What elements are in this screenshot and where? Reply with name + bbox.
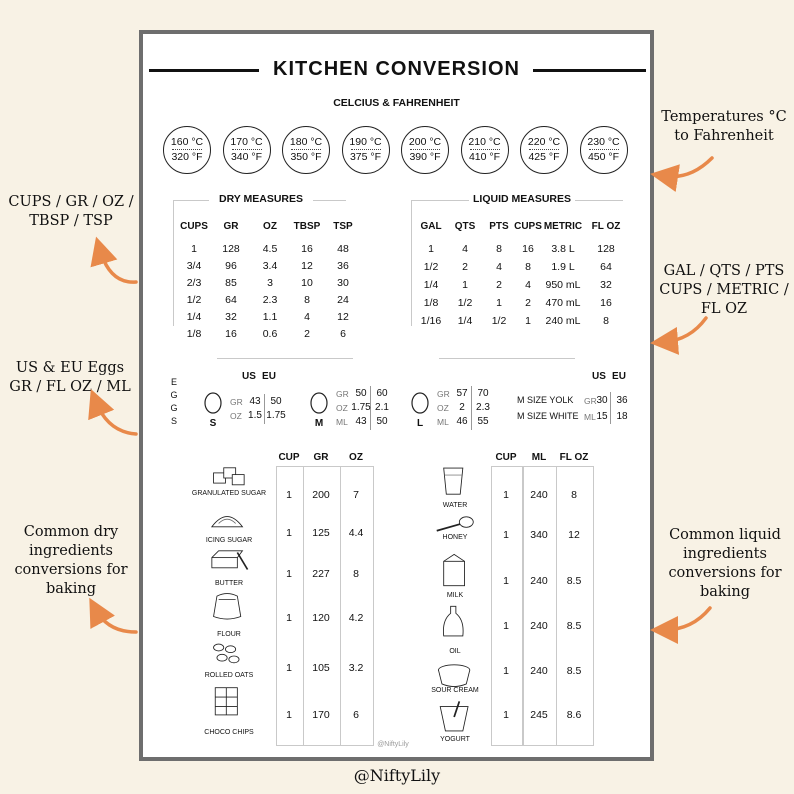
table-header: CUPS (180, 221, 208, 232)
dry-ing-header: GR (313, 452, 329, 463)
table-cell: 2/3 (186, 277, 202, 289)
table-cell: 1/4 (457, 315, 473, 327)
table-cell: 4 (525, 279, 531, 291)
egg-us-value: 1.75 (351, 402, 371, 413)
egg-us-value: 1.5 (248, 410, 262, 421)
table-cell: 128 (222, 243, 240, 255)
table-cell: 12 (337, 311, 349, 323)
table-cell: 4 (304, 311, 310, 323)
fahrenheit-value: 340 °F (230, 151, 263, 163)
table-cell: 2.3 (262, 294, 278, 306)
table-cell: 16 (225, 328, 237, 340)
poster-title: KITCHEN CONVERSION (273, 58, 520, 80)
liq-ing-ml: 240 (530, 575, 548, 587)
table-cell: 2 (462, 261, 468, 273)
egg-eu-value: 70 (477, 388, 489, 399)
celsius-value: 190 °C (349, 136, 382, 148)
table-cell: 128 (597, 243, 615, 255)
table-cell: 24 (337, 294, 349, 306)
dry-ing-oz: 6 (353, 709, 359, 721)
table-header: FL OZ (591, 221, 621, 232)
fahrenheit-value: 350 °F (290, 151, 322, 163)
table-cell: 8 (496, 243, 502, 255)
dry-ing-gr: 227 (312, 568, 330, 580)
dry-ing-gr: 170 (312, 709, 330, 721)
liq-ing-ml: 245 (530, 709, 548, 721)
egg-size-label: S (209, 418, 217, 429)
table-cell: 8 (304, 294, 310, 306)
table-cell: 3.8 L (551, 243, 575, 255)
egg-unit: OZ (437, 403, 449, 413)
credit-handle: @NiftyLily (353, 766, 441, 785)
egg-us-value: 2 (459, 402, 465, 413)
table-cell: 85 (225, 277, 237, 289)
table-cell: 4.5 (262, 243, 278, 255)
egg-eu-value: 2.3 (476, 402, 490, 413)
table-cell: 2 (304, 328, 310, 340)
liquid-ingredient-name: YOGURT (440, 736, 470, 743)
table-cell: 32 (600, 279, 612, 291)
egg-us-value: 43 (249, 396, 261, 407)
table-cell: 1 (462, 279, 468, 291)
egg-unit: OZ (230, 411, 242, 421)
eggs-eu-header: EU (612, 371, 626, 382)
watermark: @NiftyLily (377, 741, 409, 748)
liq-ing-floz: 8 (571, 489, 577, 501)
liq-ing-cup: 1 (503, 709, 509, 721)
dry-ing-gr: 120 (312, 612, 330, 624)
table-cell: 1.9 L (551, 261, 575, 273)
arrow-liquid-units (664, 318, 706, 342)
egg-us-value: 46 (456, 416, 468, 427)
table-cell: 1/4 (423, 279, 439, 291)
table-cell: 8 (525, 261, 531, 273)
yolk-unit: GR (584, 396, 597, 406)
celsius-value: 200 °C (408, 136, 442, 148)
table-cell: 1 (525, 315, 531, 327)
table-cell: 1 (496, 297, 502, 309)
note-eggs: US & EU Eggs GR / FL OZ / ML (9, 360, 131, 395)
eggs-side-letter: G (170, 403, 178, 413)
table-cell: 3 (267, 277, 273, 289)
dry-ing-cup: 1 (286, 662, 292, 674)
temperature-heading: CELCIUS & FAHRENHEIT (333, 97, 460, 109)
liq-ing-ml: 240 (530, 489, 548, 501)
eggs-side-letter: G (170, 390, 178, 400)
dry-ing-gr: 200 (312, 489, 330, 501)
table-cell: 12 (301, 260, 313, 272)
table-cell: 48 (337, 243, 349, 255)
table-cell: 1 (191, 243, 197, 255)
dry-ing-cup: 1 (286, 709, 292, 721)
table-cell: 950 mL (545, 279, 581, 291)
dry-ing-cup: 1 (286, 612, 292, 624)
table-cell: 3.4 (262, 260, 278, 272)
egg-unit: GR (437, 389, 450, 399)
note-temperatures: Temperatures °C to Fahrenheit (661, 109, 787, 144)
table-cell: 96 (225, 260, 237, 272)
table-cell: 64 (225, 294, 237, 306)
dry-ing-oz: 3.2 (348, 662, 364, 674)
egg-us-value: 43 (355, 416, 367, 427)
egg-us-value: 50 (355, 388, 367, 399)
egg-unit: GR (230, 397, 243, 407)
celsius-value: 170 °C (230, 136, 263, 148)
liq-ing-cup: 1 (503, 489, 509, 501)
liquid-ingredient-name: OIL (449, 648, 461, 655)
dry-ingredient-name: BUTTER (215, 580, 243, 587)
note-dry-units: CUPS / GR / OZ / TBSP / TSP (8, 194, 134, 229)
table-cell: 6 (340, 328, 346, 340)
yolk-us: 30 (596, 395, 608, 406)
egg-eu-value: 50 (376, 416, 388, 427)
table-cell: 1.1 (262, 311, 278, 323)
yolk-eu: 36 (616, 395, 628, 406)
table-cell: 4 (462, 243, 468, 255)
note-dry-ingredients: Common dry ingredients conversions for baking (14, 524, 128, 597)
table-cell: 2 (496, 279, 502, 291)
table-header: QTS (454, 221, 476, 232)
table-cell: 1/2 (491, 315, 507, 327)
celsius-value: 220 °C (527, 136, 561, 148)
table-cell: 32 (225, 311, 237, 323)
fahrenheit-value: 390 °F (409, 151, 441, 163)
liquid-ingredient-name: SOUR CREAM (431, 687, 479, 694)
table-cell: 1/16 (420, 315, 442, 327)
table-cell: 10 (301, 277, 313, 289)
white-label: M SIZE WHITE (517, 411, 579, 421)
dry-ingredient-name: CHOCO CHIPS (204, 729, 254, 736)
table-cell: 1/4 (186, 311, 202, 323)
liq-ing-cup: 1 (503, 665, 509, 677)
arrow-liquid-ingredients (664, 608, 710, 630)
dry-ing-cup: 1 (286, 568, 292, 580)
white-eu: 18 (616, 411, 628, 422)
arrow-dry-units (100, 250, 136, 282)
dry-ing-oz: 7 (353, 489, 359, 501)
table-cell: 8 (603, 315, 609, 327)
dry-ing-header: OZ (349, 452, 363, 463)
egg-unit: GR (336, 389, 349, 399)
note-liquid-ingredients: Common liquid ingredients conversions for baking (668, 527, 782, 600)
arrow-eggs (96, 402, 136, 434)
table-header: TBSP (293, 221, 321, 232)
celsius-value: 160 °C (170, 136, 204, 148)
dry-ing-oz: 4.2 (348, 612, 364, 624)
egg-us-value: 57 (456, 388, 468, 399)
dry-ing-header: CUP (278, 452, 300, 463)
fahrenheit-value: 375 °F (349, 151, 382, 163)
liq-ing-floz: 8.5 (566, 620, 582, 632)
table-header: OZ (263, 221, 277, 232)
table-cell: 240 mL (545, 315, 581, 327)
fahrenheit-value: 425 °F (528, 151, 560, 163)
liq-ing-ml: 240 (530, 620, 548, 632)
liquid-ingredient-name: MILK (446, 592, 464, 599)
table-cell: 470 mL (545, 297, 581, 309)
liq-ing-floz: 12 (568, 529, 580, 541)
dry-ingredient-name: FLOUR (217, 631, 241, 638)
liq-ing-header: CUP (495, 452, 517, 463)
liq-ing-cup: 1 (503, 575, 509, 587)
yolk-label: M SIZE YOLK (517, 395, 574, 405)
table-header: TSP (333, 221, 353, 232)
liq-ing-ml: 240 (530, 665, 548, 677)
table-cell: 16 (301, 243, 313, 255)
egg-eu-value: 50 (270, 396, 282, 407)
table-cell: 64 (600, 261, 612, 273)
liq-ing-floz: 8.6 (566, 709, 582, 721)
fahrenheit-value: 410 °F (468, 151, 501, 163)
dry-ingredient-name: GRANULATED SUGAR (191, 490, 267, 497)
arrow-dry-ingredients (96, 610, 136, 632)
arrow-temperatures (664, 158, 712, 177)
dry-ing-oz: 4.4 (348, 527, 364, 539)
eggs-eu-header: EU (262, 371, 276, 382)
table-cell: 1/8 (423, 297, 439, 309)
table-cell: 30 (337, 277, 349, 289)
egg-unit: OZ (336, 403, 348, 413)
table-header: PTS (489, 221, 509, 232)
table-cell: 3/4 (186, 260, 202, 272)
egg-unit: ML (336, 417, 348, 427)
egg-eu-value: 60 (376, 388, 388, 399)
egg-eu-value: 55 (477, 416, 489, 427)
table-cell: 1/2 (457, 297, 473, 309)
dry-ing-cup: 1 (286, 489, 292, 501)
eggs-us-header: US (592, 371, 606, 382)
liq-ing-floz: 8.5 (566, 665, 582, 677)
table-cell: 0.6 (262, 328, 278, 340)
fahrenheit-value: 450 °F (587, 151, 620, 163)
table-cell: 16 (600, 297, 612, 309)
celsius-value: 230 °C (587, 136, 620, 148)
dry-ing-cup: 1 (286, 527, 292, 539)
liq-ing-cup: 1 (503, 529, 509, 541)
liq-ing-ml: 340 (530, 529, 548, 541)
dry-ingredient-name: ICING SUGAR (205, 537, 253, 544)
liquid-ingredient-name: HONEY (442, 534, 468, 541)
table-header: GAL (420, 221, 442, 232)
table-cell: 16 (522, 243, 534, 255)
table-cell: 1/8 (186, 328, 202, 340)
liq-ing-cup: 1 (503, 620, 509, 632)
egg-eu-value: 2.1 (375, 402, 389, 413)
liquid-measures-heading: LIQUID MEASURES (472, 193, 571, 205)
dry-ing-gr: 125 (312, 527, 330, 539)
white-us: 15 (596, 411, 608, 422)
fahrenheit-value: 320 °F (171, 151, 203, 163)
table-cell: 1 (428, 243, 434, 255)
eggs-side-letter: S (170, 416, 177, 426)
eggs-us-header: US (242, 371, 256, 382)
liq-ing-header: FL OZ (559, 452, 589, 463)
liq-ing-header: ML (531, 452, 547, 463)
dry-ing-oz: 8 (353, 568, 359, 580)
liquid-ingredient-name: WATER (442, 502, 468, 509)
dry-ing-gr: 105 (312, 662, 330, 674)
white-unit: ML (584, 412, 596, 422)
table-cell: 36 (337, 260, 349, 272)
dry-ingredient-name: ROLLED OATS (204, 672, 254, 679)
table-cell: 1/2 (423, 261, 439, 273)
celsius-value: 180 °C (289, 136, 323, 148)
table-header: GR (223, 221, 239, 232)
note-liquid-units: GAL / QTS / PTS CUPS / METRIC / FL OZ (659, 263, 789, 317)
egg-size-label: M (314, 418, 324, 429)
egg-unit: ML (437, 417, 449, 427)
table-header: METRIC (543, 221, 583, 232)
table-cell: 1/2 (186, 294, 202, 306)
egg-eu-value: 1.75 (266, 410, 286, 421)
table-header: CUPS (514, 221, 542, 232)
egg-size-label: L (416, 418, 424, 429)
table-cell: 2 (525, 297, 531, 309)
dry-measures-heading: DRY MEASURES (218, 193, 303, 205)
celsius-value: 210 °C (468, 136, 501, 148)
liq-ing-floz: 8.5 (566, 575, 582, 587)
eggs-side-letter: E (170, 377, 177, 387)
table-cell: 4 (496, 261, 502, 273)
